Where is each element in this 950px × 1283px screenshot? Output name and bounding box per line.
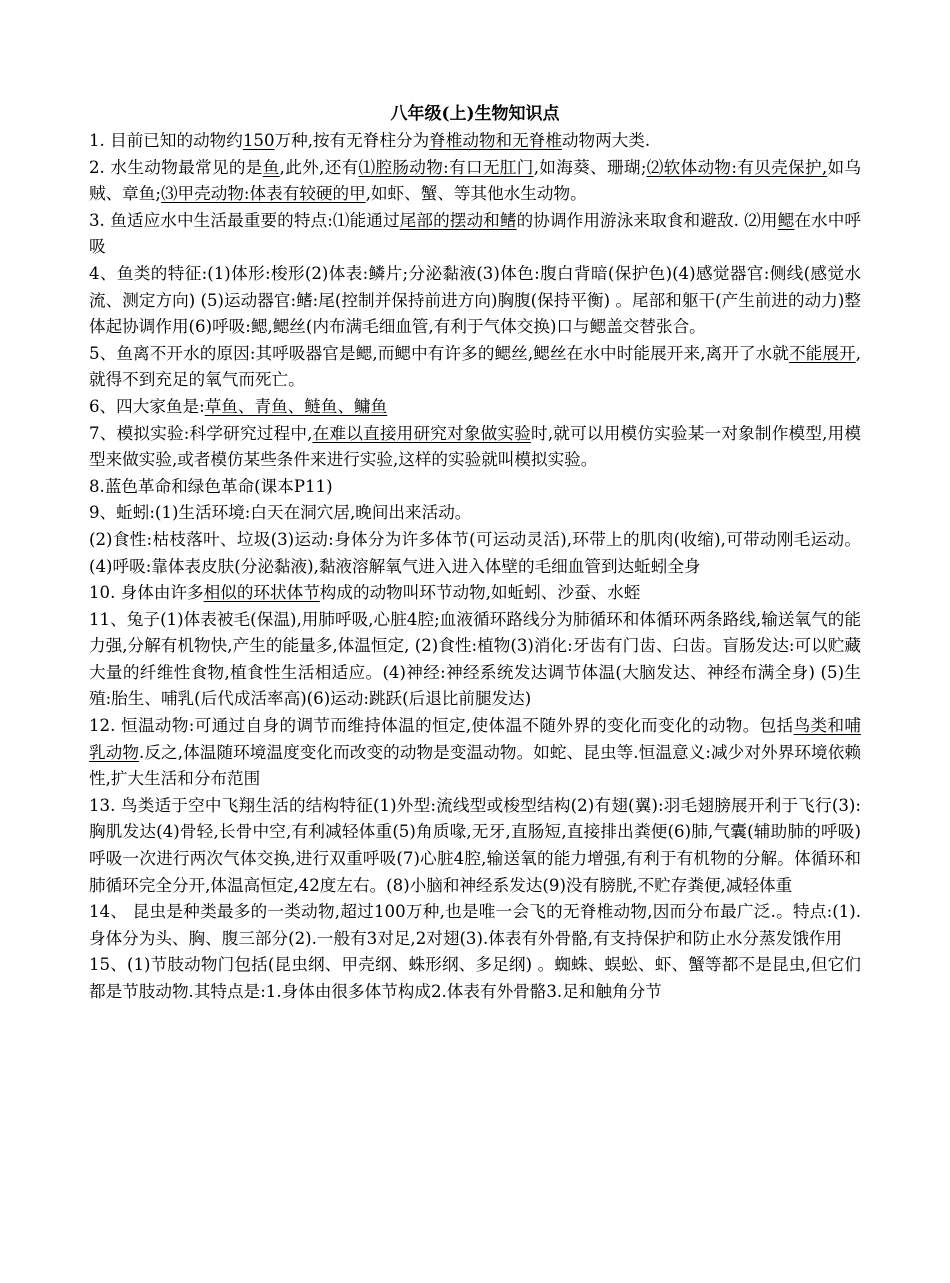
text-segment: 12. 恒温动物:可通过自身的调节而维持体温的恒定,使体温不随外界的变化而变化的动物。包括 (89, 716, 794, 736)
text-segment: 3. 鱼适应水中生活最重要的特点:⑴能通过 (89, 210, 400, 230)
text-segment: 14、 昆虫是种类最多的一类动物,超过100万种,也是唯一会飞的无脊椎动物,因而分布最广泛.。特点:(1).身体分为头、胸、腹三部分(2).一般有3对足,2对翅(3).体表有外骨骼,有支持保护和防止水分蒸发饿作用 (89, 902, 861, 948)
knowledge-point (89, 208, 861, 261)
text-segment: ,此外,还有 (279, 157, 359, 177)
text-segment: 在水中呼吸 (89, 210, 862, 257)
knowledge-point (89, 394, 861, 421)
text-segment: 的协调作用游泳来取食和避敌. ⑵用 (516, 210, 778, 230)
text-segment: 6、四大家鱼是: (89, 396, 205, 416)
text-segment: 2. 水生动物最常见的是 (89, 157, 263, 177)
text-segment: 4、鱼类的特征:(1)体形:梭形(2)体表:鳞片;分泌黏液(3)体色:腹白背暗(保护色)(4)感觉器官:侧线(感觉水流、测定方向) (5)运动器官:鳍:尾(控制并保持前进方向)胸腹(保持平衡) 。尾部和躯干(产生前进的动力)整体起协调作用(6)呼吸:鳃,鳃丝(内布满毛细血管,有利于气体交换)口与鳃盖交替张合。 (89, 263, 861, 337)
knowledge-point (89, 421, 861, 474)
underlined-text: 150 (242, 131, 275, 150)
knowledge-point (89, 713, 861, 793)
knowledge-point (89, 527, 861, 580)
text-segment: 13. 鸟类适于空中飞翔生活的结构特征(1)外型:流线型或梭型结构(2)有翅(翼):羽毛翅膀展开利于飞行(3):胸肌发达(4)骨轻,长骨中空,有利减轻体重(5)角质喙,无牙,直肠短,直接排出粪便(6)肺,气囊(辅助肺的呼吸)呼吸一次进行两次气体交换,进行双重呼吸(7)心脏4腔,输送氧的能力增强,有利于有机物的分解。体循环和肺循环完全分开,体温高恒定,42度左右。(8)小脑和神经系发达(9)没有膀胱,不贮存粪便,减轻体重 (89, 795, 861, 895)
underlined-text: 不能展开 (788, 343, 856, 363)
text-segment: 9、蚯蚓:(1)生活环境:白天在洞穴居,晚间出来活动。 (89, 503, 472, 523)
text-segment: 8.蓝色革命和绿色革命(课本P11) (89, 476, 333, 496)
text-segment: 7、模拟实验:科学研究过程中, (89, 423, 313, 443)
document-page (89, 100, 861, 1006)
text-segment: 万种,按有无脊柱分为 (274, 131, 430, 150)
text-segment: 如乌贼、章鱼; (89, 157, 861, 204)
knowledge-point (89, 261, 861, 341)
underlined-text: 鸟类和哺乳动物 (89, 716, 862, 762)
underlined-text: ⑴腔肠动物:有口无肛门 (358, 157, 534, 177)
text-segment: ,就得不到充足的氧气而死亡。 (89, 343, 861, 390)
text-segment: ,如虾、蟹、等其他水生动物。 (365, 184, 587, 204)
knowledge-point (89, 128, 861, 155)
knowledge-point (89, 899, 861, 952)
text-segment: 时,就可以用模仿实验某一对象制作模型,用模型来做实验,或者模仿某些条件来进行实验,这样的实验就叫模拟实验。 (89, 423, 861, 470)
knowledge-point (89, 952, 861, 1005)
text-segment: 构成的动物叫环节动物,如蚯蚓、沙蚕、水蛭 (319, 583, 641, 603)
underlined-text: ⑵软体动物:有贝壳保护, (646, 157, 828, 177)
knowledge-point (89, 341, 861, 394)
page-title: 八年级(上)生物知识点 (390, 104, 560, 124)
underlined-text: 草鱼、青鱼、鲢鱼、鳙鱼 (204, 396, 388, 416)
knowledge-point (89, 474, 861, 501)
text-segment: 5、鱼离不开水的原因:其呼吸器官是鳃,而鳃中有许多的鳃丝,鳃丝在水中时能展开来,离开了水就 (89, 343, 789, 363)
knowledge-point (89, 500, 861, 527)
knowledge-point (89, 607, 861, 713)
knowledge-point (89, 580, 861, 607)
underlined-text: 鳃 (777, 210, 795, 230)
knowledge-list (89, 128, 861, 1006)
underlined-text: 脊椎动物和无脊椎 (429, 131, 562, 150)
text-segment: 15、(1)节肢动物门包括(昆虫纲、甲壳纲、蛛形纲、多足纲) 。蜘蛛、蜈蚣、虾、蟹等都不是昆虫,但它们都是节肢动物.其特点是:1.身体由很多体节构成2.体表有外骨骼3.足和触角分节 (89, 955, 861, 1001)
text-segment: 1. 目前已知的动物约 (89, 131, 243, 150)
text-segment: (2)食性:枯枝落叶、垃圾(3)运动:身体分为许多体节(可运动灵活),环带上的肌肉(收缩),可带动刚毛运动。(4)呼吸:靠体表皮肤(分泌黏液),黏液溶解氧气进入进入体壁的毛细血管到达蚯蚓全身 (89, 529, 861, 576)
underlined-text: 尾部的摆动和鳍 (399, 210, 517, 230)
underlined-text: ⑶甲壳动物:体表有较硬的甲 (160, 184, 366, 204)
text-segment: .反之,体温随环境温度变化而改变的动物是变温动物。如蛇、昆虫等.恒温意义:减少对外界环境依赖性,扩大生活和分布范围 (89, 742, 861, 789)
text-segment: 11、兔子(1)体表被毛(保温),用肺呼吸,心脏4腔;血液循环路线分为肺循环和体循环两条路线,输送氧气的能力强,分解有机物快,产生的能量多,体温恒定, (2)食性:植物(3)消化:牙齿有门齿、臼齿。盲肠发达:可以贮藏大量的纤维性食物,植食性生活相适应。(4)神经:神经系统发达调节体温(大脑发达、神经布满全身) (5)生殖:胎生、哺乳(后代成活率高)(6)运动:跳跃(后退比前腿发达) (89, 609, 861, 709)
knowledge-point (89, 793, 861, 899)
knowledge-point (89, 155, 861, 208)
underlined-text: 鱼 (262, 157, 280, 177)
text-segment: 10. 身体由许多 (89, 583, 204, 603)
text-segment: 动物两大类. (561, 131, 651, 150)
underlined-text: 在难以直接用研究对象做实验 (312, 423, 532, 443)
underlined-text: 相似的环状体节 (203, 583, 320, 603)
text-segment: ,如海葵、珊瑚; (533, 157, 647, 177)
